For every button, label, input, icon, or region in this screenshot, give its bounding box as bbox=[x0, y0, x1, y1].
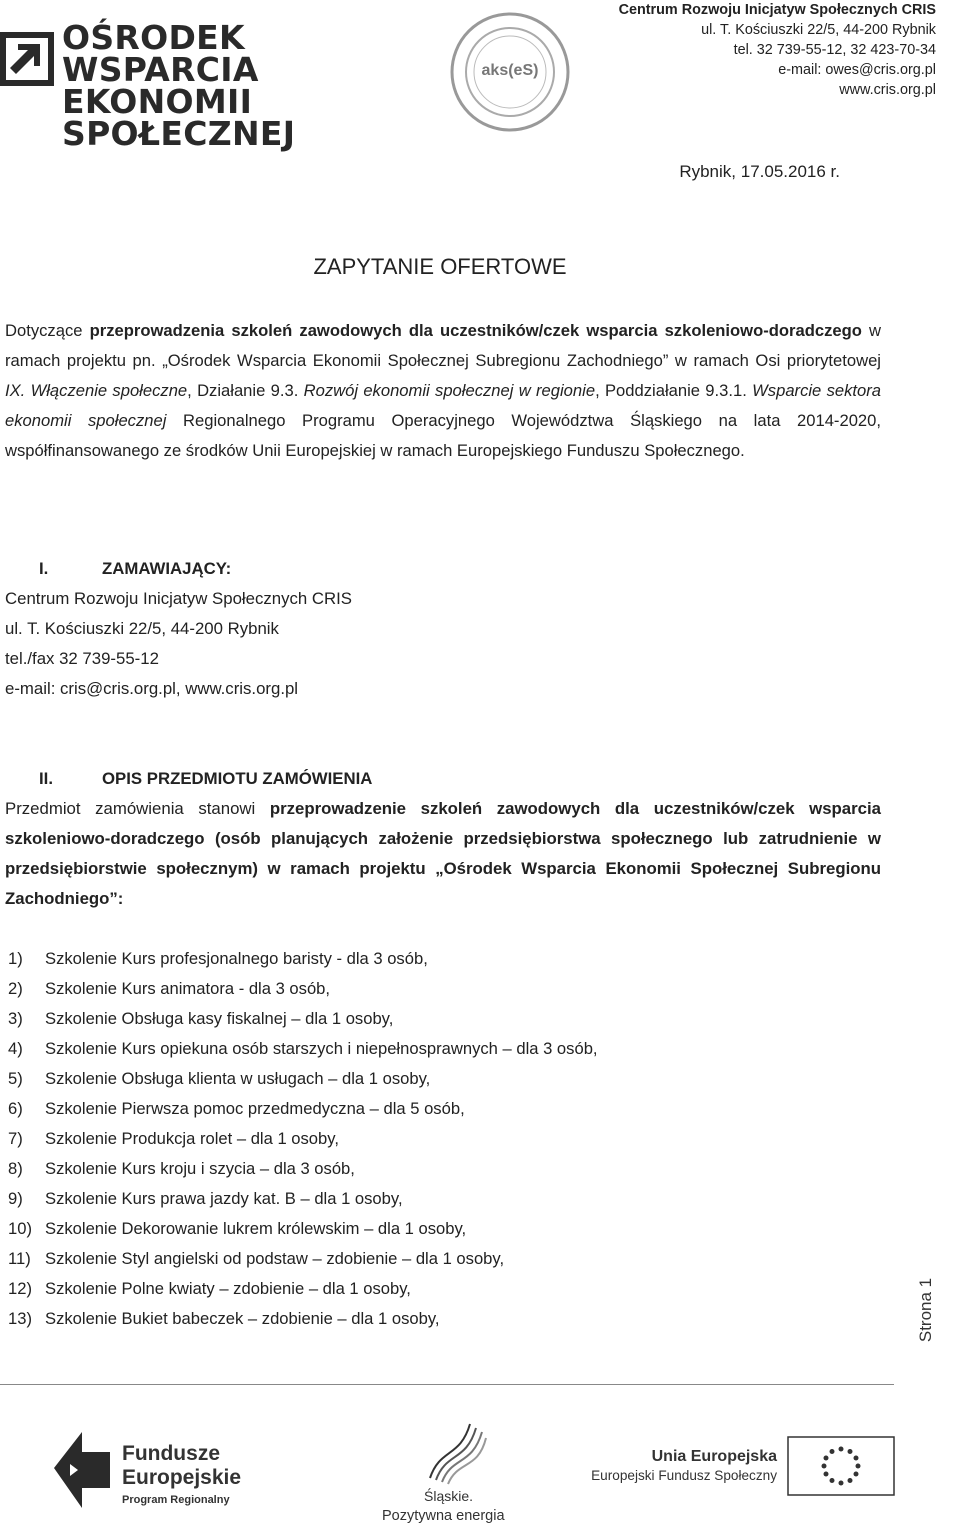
contact-email: e-mail: owes@cris.org.pl bbox=[778, 62, 936, 78]
logo-line-2: EKONOMII SPOŁECZNEJ bbox=[62, 82, 296, 153]
eu-logo bbox=[580, 1436, 895, 1496]
list-item: 1) Szkolenie Kurs profesjonalnego baristy - dla 3 osób, bbox=[8, 949, 428, 968]
fe-text-3: Program Regionalny bbox=[122, 1494, 230, 1506]
intro-text: , Działanie 9.3. bbox=[187, 381, 304, 400]
eu-text-2: Europejski Fundusz Społeczny bbox=[591, 1468, 777, 1483]
contact-org: Centrum Rozwoju Inicjatyw Społecznych CRIS bbox=[618, 2, 936, 18]
eu-flag-icon bbox=[787, 1436, 895, 1496]
slaskie-text-1: Śląskie. bbox=[424, 1488, 474, 1504]
section-description bbox=[5, 764, 372, 794]
orderer-line: tel./fax 32 739-55-12 bbox=[5, 649, 159, 668]
slaskie-text-2: Pozytywna energia bbox=[382, 1508, 505, 1524]
contact-block bbox=[619, 0, 936, 100]
section-title: OPIS PRZEDMIOTU ZAMÓWIENIA bbox=[102, 769, 373, 788]
orderer-line: Centrum Rozwoju Inicjatyw Społecznych CRIS bbox=[5, 589, 352, 608]
section-heading bbox=[5, 764, 372, 794]
intro-text: Dotyczące bbox=[5, 321, 90, 340]
orderer-line: ul. T. Kościuszki 22/5, 44-200 Rybnik bbox=[5, 619, 279, 638]
list-item: 7) Szkolenie Produkcja rolet – dla 1 osoby, bbox=[8, 1129, 339, 1148]
list-item: 9) Szkolenie Kurs prawa jazdy kat. B – dla 1 osoby, bbox=[8, 1189, 403, 1208]
seal-text: aks(eS) bbox=[481, 62, 539, 79]
arrow-logo-icon bbox=[0, 32, 54, 86]
list-item: 11) Szkolenie Styl angielski od podstaw – zdobienie – dla 1 osoby, bbox=[8, 1249, 505, 1268]
fe-star-icon bbox=[52, 1430, 114, 1510]
section-number: I. bbox=[39, 559, 49, 578]
slaskie-logo bbox=[380, 1418, 530, 1528]
contact-www: www.cris.org.pl bbox=[839, 82, 936, 98]
intro-italic: Wsparcie sektora ekonomii społecznej bbox=[5, 381, 881, 430]
intro-text: w ramach projektu pn. „Ośrodek Wsparcia Ekonomii Społecznej Subregionu Zachodniego” w ramach Osi priorytetowej bbox=[5, 321, 882, 370]
eu-text-1: Unia Europejska bbox=[651, 1448, 777, 1465]
list-item: 12) Szkolenie Polne kwiaty – zdobienie – dla 1 osoby, bbox=[8, 1279, 411, 1298]
training-list bbox=[8, 944, 598, 1334]
list-item: 13) Szkolenie Bukiet babeczek – zdobienie – dla 1 osoby, bbox=[8, 1309, 440, 1328]
description-text: Przedmiot zamówienia stanowi bbox=[5, 799, 270, 818]
list-item: 10) Szkolenie Dekorowanie lukrem królewskim – dla 1 osoby, bbox=[8, 1219, 467, 1238]
list-item: 2) Szkolenie Kurs animatora - dla 3 osób, bbox=[8, 979, 331, 998]
intro-italic: IX. Włączenie społeczne bbox=[5, 381, 188, 400]
description-bold: przeprowadzenie szkoleń zawodowych dla uczestników/czek wsparcia szkoleniowo-doradczego (osób planujących założenie przedsiębiorstwa społecznego lub zatrudnienie w przedsiębiorstwie społecznym) w ramach projektu „Ośrodek Wsparcia Ekonomii Społecznej Subregionu Zachodniego”: bbox=[5, 799, 881, 908]
fe-text-1: Fundusze bbox=[122, 1442, 220, 1465]
list-item: 5) Szkolenie Obsługa klienta w usługach – dla 1 osoby, bbox=[8, 1069, 431, 1088]
owes-logo bbox=[0, 18, 410, 153]
fundusze-europejskie-logo bbox=[52, 1420, 252, 1516]
description-paragraph bbox=[5, 794, 881, 914]
document-title: ZAPYTANIE OFERTOWE bbox=[313, 254, 567, 279]
page-number-label: Strona 1 bbox=[916, 1277, 936, 1343]
list-item: 6) Szkolenie Pierwsza pomoc przedmedyczna – dla 5 osób, bbox=[8, 1099, 465, 1118]
fe-text-2: Europejskie bbox=[122, 1466, 242, 1489]
section-number: II. bbox=[39, 769, 53, 788]
logo-line-1: OŚRODEK WSPARCIA bbox=[62, 18, 259, 89]
page-number bbox=[916, 1270, 960, 1360]
intro-text: Regionalnego Programu Operacyjnego Województwa Śląskiego na lata 2014-2020, współfinansowanego ze środków Unii Europejskiej w ramach Europejskiego Funduszu Społecznego. bbox=[5, 411, 881, 460]
intro-paragraph bbox=[5, 316, 881, 466]
contact-address: ul. T. Kościuszki 22/5, 44-200 Rybnik bbox=[701, 22, 936, 38]
intro-italic: Rozwój ekonomii społecznej w regionie bbox=[303, 381, 596, 400]
footer-divider bbox=[0, 1384, 894, 1385]
document-date: Rybnik, 17.05.2016 r. bbox=[679, 162, 840, 181]
list-item: 8) Szkolenie Kurs kroju i szycia – dla 3 osób, bbox=[8, 1159, 355, 1178]
contact-phone: tel. 32 739-55-12, 32 423-70-34 bbox=[733, 42, 936, 58]
aks-seal bbox=[448, 10, 572, 134]
slaskie-wave-icon bbox=[420, 1418, 490, 1488]
orderer-line: e-mail: cris@cris.org.pl, www.cris.org.pl bbox=[5, 679, 299, 698]
intro-bold: przeprowadzenia szkoleń zawodowych dla uczestników/czek wsparcia szkoleniowo-doradczego bbox=[89, 321, 862, 340]
section-orderer bbox=[5, 554, 352, 704]
list-item: 4) Szkolenie Kurs opiekuna osób starszych i niepełnosprawnych – dla 3 osób, bbox=[8, 1039, 598, 1058]
list-item: 3) Szkolenie Obsługa kasy fiskalnej – dla 1 osoby, bbox=[8, 1009, 394, 1028]
section-title: ZAMAWIAJĄCY: bbox=[102, 559, 232, 578]
section-heading bbox=[5, 554, 352, 584]
intro-text: , Poddziałanie 9.3.1. bbox=[595, 381, 753, 400]
